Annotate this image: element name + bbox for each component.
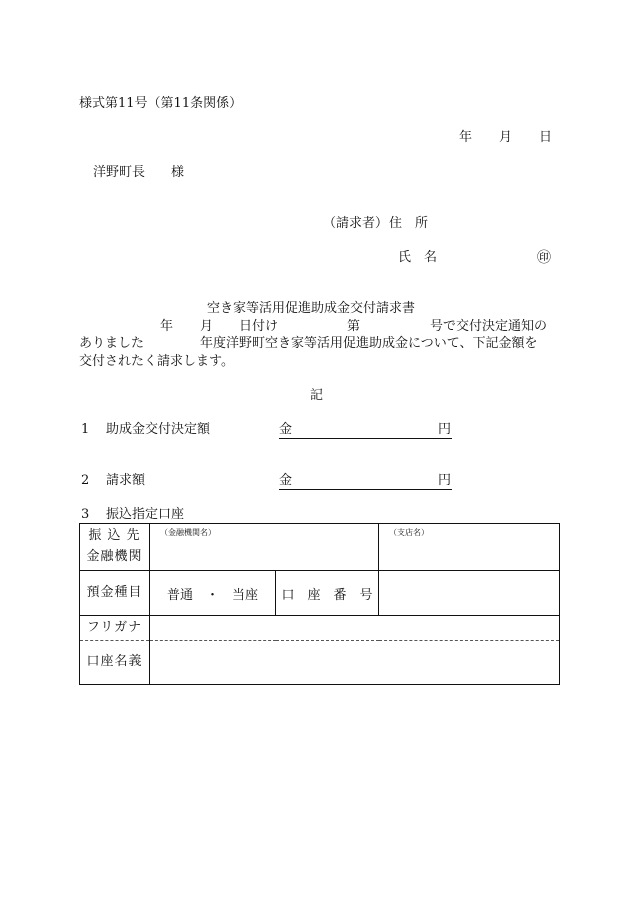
bank-name-hint: （金融機関名）: [160, 528, 216, 537]
requester-label: （請求者）: [323, 216, 389, 231]
bank-account-table: [79, 523, 560, 685]
item-1-suffix: 円: [438, 422, 452, 437]
item-3-label: 振込指定口座: [106, 507, 185, 522]
bank-label-line1: 振 込 先: [88, 528, 141, 544]
bank-row: [80, 524, 560, 571]
date-day-label: 日: [539, 130, 553, 145]
body-month: 月: [200, 319, 214, 334]
body-date: 日付け: [239, 319, 279, 334]
furigana-label: フリガナ: [80, 616, 150, 641]
deposit-type-options[interactable]: 普通 ・ 当座: [150, 571, 276, 616]
bank-name-cell[interactable]: [150, 524, 379, 571]
furigana-row: [80, 616, 560, 641]
body-year: 年: [160, 319, 174, 334]
body-line1-tail: 号で交付決定通知の: [430, 319, 548, 334]
date-month-label: 月: [499, 130, 513, 145]
item-3-number: 3: [81, 507, 90, 522]
furigana-cell[interactable]: [150, 616, 560, 641]
item-1-amount-underline[interactable]: [279, 438, 452, 439]
addressee-honorific: 様: [171, 165, 185, 180]
bank-label-line2: 金融機関: [86, 549, 143, 564]
account-holder-cell[interactable]: [150, 641, 560, 685]
account-number-cell[interactable]: [379, 571, 560, 616]
item-1-label: 助成金交付決定額: [106, 422, 211, 437]
branch-name-hint: （支店名）: [389, 528, 429, 537]
item-1-prefix: 金: [279, 422, 293, 437]
form-number: 様式第11号（第11条関係）: [79, 96, 243, 111]
item-2-suffix: 円: [438, 473, 452, 488]
item-2-amount-underline[interactable]: [279, 489, 452, 490]
seal-mark: ㊞: [537, 250, 551, 266]
item-1-number: 1: [81, 422, 90, 437]
document-title: 空き家等活用促進助成金交付請求書: [207, 301, 416, 316]
account-number-label: 口 座 番 号: [276, 571, 379, 616]
item-2-number: 2: [81, 473, 90, 488]
account-holder-row: [80, 641, 560, 685]
body-line2-head: ありました: [79, 336, 145, 351]
addressee: 洋野町長: [93, 165, 146, 180]
deposit-row: [80, 571, 560, 616]
body-line2-tail: 年度洋野町空き家等活用促進助成金について、下記金額を: [200, 336, 538, 351]
date-year-label: 年: [459, 130, 473, 145]
branch-name-cell[interactable]: [379, 524, 560, 571]
item-2-prefix: 金: [279, 473, 293, 488]
bank-label-cell: [80, 524, 150, 571]
body-line3: 交付されたく請求します。: [79, 354, 234, 369]
deposit-type-label: 預金種目: [80, 571, 150, 616]
ki-heading: 記: [310, 388, 324, 403]
item-2-label: 請求額: [106, 473, 146, 488]
body-number-prefix: 第: [347, 319, 361, 334]
address-label: 住 所: [389, 216, 429, 231]
name-label: 氏 名: [398, 250, 438, 265]
account-holder-label: 口座名義: [80, 641, 150, 685]
